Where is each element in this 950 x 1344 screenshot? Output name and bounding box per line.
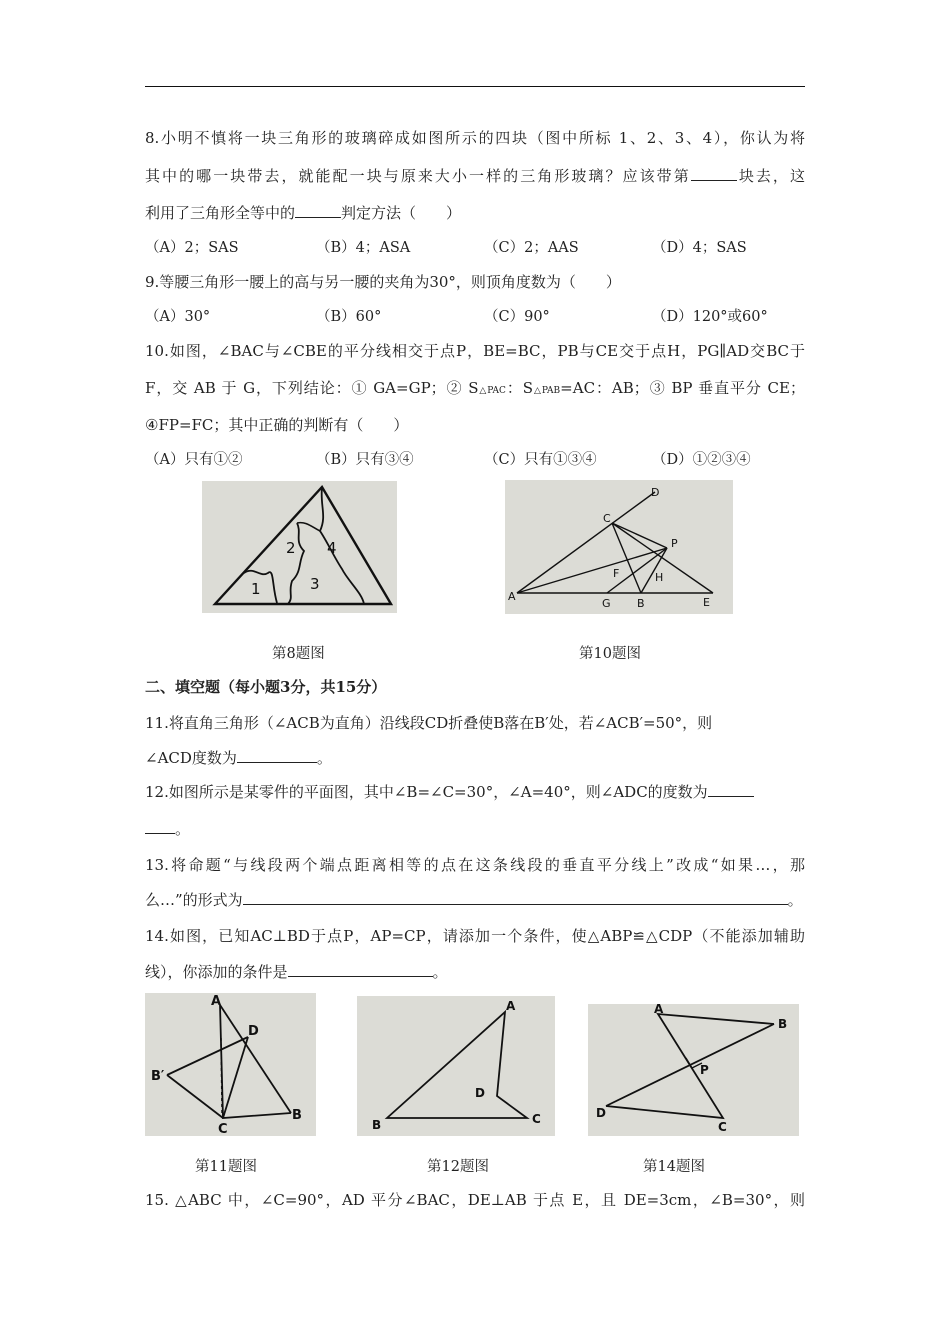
q10-line1: 10.如图，∠BAC与∠CBE的平分线相交于点P，BE=BC，PB与CE交于点H，PG∥AD交BC于 xyxy=(145,342,805,360)
fig8-crack-2 xyxy=(288,523,304,604)
figure-12-part xyxy=(357,996,555,1136)
fig10-label-f: F xyxy=(613,567,620,580)
fig11-label-d: D xyxy=(248,1024,259,1039)
fig12-label-c: C xyxy=(532,1112,541,1126)
q13-answer-blank[interactable] xyxy=(243,890,788,905)
figure-11-drawing xyxy=(145,993,316,1136)
q12-line1: 12.如图所示是某零件的平面图，其中∠B=∠C=30°，∠A=40°，则∠ADC的度数为 xyxy=(145,782,754,802)
q12-line2: 。 xyxy=(145,819,190,839)
q9-option-a[interactable]: （A）30° xyxy=(145,309,211,325)
fig10-label-a: A xyxy=(508,590,516,603)
fig10-label-e: E xyxy=(703,596,710,609)
fig11-line-ab xyxy=(220,1005,291,1113)
q13-line1: 13.将命题“与线段两个端点距离相等的点在这条线段的垂直平分线上”改成“如果…，那 xyxy=(145,856,805,874)
fig14-label-p: P xyxy=(700,1063,709,1077)
figure-10-drawing xyxy=(505,480,733,614)
q8-option-b[interactable]: （B）4；ASA xyxy=(316,240,411,256)
fig8-outer-triangle xyxy=(215,487,391,604)
figure-14-caption: 第14题图 xyxy=(643,1159,705,1175)
fig11-label-c: C xyxy=(218,1122,228,1136)
q11-line2: ∠ACD度数为 。 xyxy=(145,749,332,767)
figure-8-caption: 第8题图 xyxy=(272,646,325,662)
fig10-label-g: G xyxy=(602,597,611,610)
q8-option-c[interactable]: （C）2；AAS xyxy=(484,240,579,256)
q9-option-d[interactable]: （D）120°或60° xyxy=(652,309,768,325)
q10-option-c[interactable]: （C）只有①③④ xyxy=(484,452,597,468)
q14-line2: 线），你添加的条件是 。 xyxy=(145,963,448,981)
fig14-label-b: B xyxy=(778,1017,788,1031)
q8-blank-piece[interactable] xyxy=(691,166,737,181)
fig10-label-d: D xyxy=(651,486,660,499)
q10-option-d[interactable]: （D）①②③④ xyxy=(652,452,751,468)
figure-12-drawing xyxy=(357,996,555,1136)
fig14-label-a: A xyxy=(654,1004,664,1016)
fig8-label-1: 1 xyxy=(251,580,261,598)
figure-14-congruent xyxy=(588,1004,799,1136)
figure-11-fold xyxy=(145,993,316,1136)
fig11-line-cd xyxy=(223,1037,248,1118)
q15-line1: 15. △ABC 中，∠C=90°，AD 平分∠BAC，DE⊥AB 于点 E，且 DE=3cm，∠B=30°，则 xyxy=(145,1191,805,1209)
q14-line1: 14.如图，已知AC⊥BD于点P，AP=CP，请添加一个条件，使△ABP≌△CDP（不能添加辅助 xyxy=(145,927,805,945)
figure-12-caption: 第12题图 xyxy=(427,1159,489,1175)
q8-line3: 利用了三角形全等中的 判定方法（ ） xyxy=(145,204,462,222)
q9-option-b[interactable]: （B）60° xyxy=(316,309,382,325)
q9-option-c[interactable]: （C）90° xyxy=(484,309,550,325)
q8-line2: 其中的哪一块带去，就能配一块与原来大小一样的三角形玻璃？应该带第 块去，这 xyxy=(145,167,805,185)
fig8-label-2: 2 xyxy=(286,539,296,557)
fig8-label-3: 3 xyxy=(310,575,320,593)
q10-option-a[interactable]: （A）只有①② xyxy=(145,452,243,468)
fig10-label-b: B xyxy=(637,597,645,610)
fig11-line-b-prime-c xyxy=(167,1075,223,1118)
fig10-label-p: P xyxy=(671,537,678,550)
figure-14-drawing xyxy=(588,1004,799,1136)
fig12-label-b: B xyxy=(372,1118,382,1132)
fig12-label-d: D xyxy=(475,1086,485,1100)
figure-10-caption: 第10题图 xyxy=(579,646,641,662)
figure-10-bisectors xyxy=(505,480,733,614)
q12-answer-blank-continued[interactable] xyxy=(145,819,175,834)
q10-option-b[interactable]: （B）只有③④ xyxy=(316,452,414,468)
fig8-label-4: 4 xyxy=(327,539,337,557)
q8-line1: 8.小明不慎将一块三角形的玻璃碎成如图所示的四块（图中所标 1、2、3、4），你认为将 xyxy=(145,129,805,147)
figure-8-drawing xyxy=(202,481,397,613)
fig14-label-d: D xyxy=(596,1106,606,1120)
q11-answer-blank[interactable] xyxy=(237,748,317,763)
q11-line1: 11.将直角三角形（∠ACB为直角）沿线段CD折叠使B落在B′处，若∠ACB′=50°，则 xyxy=(145,714,713,732)
section-2-heading: 二、填空题（每小题3分，共15分） xyxy=(145,678,387,696)
q10-line3: ④FP=FC；其中正确的判断有（ ） xyxy=(145,416,409,434)
fig12-label-a: A xyxy=(506,999,516,1013)
q9-line1: 9.等腰三角形一腰上的高与另一腰的夹角为30°，则顶角度数为（ ） xyxy=(145,273,621,291)
fig8-crack-4 xyxy=(297,523,320,531)
figure-8-glass-triangle xyxy=(202,481,397,613)
q8-option-a[interactable]: （A）2；SAS xyxy=(145,240,239,256)
q8-blank-method[interactable] xyxy=(295,203,341,218)
fig11-label-b-prime: B′ xyxy=(151,1069,165,1084)
fig12-polygon xyxy=(387,1012,527,1118)
header-rule xyxy=(145,86,805,87)
figure-11-caption: 第11题图 xyxy=(195,1159,257,1175)
q10-line2: F，交 AB 于 G，下列结论：① GA=GP；② S△PAC：S△PAB=AC：AB；③ BP 垂直平分 CE； xyxy=(145,379,805,397)
fig11-label-b: B xyxy=(292,1108,302,1123)
fig10-label-h: H xyxy=(655,571,664,584)
fig10-label-c: C xyxy=(603,512,611,525)
q14-answer-blank[interactable] xyxy=(288,962,433,977)
q13-line2: 么…”的形式为 。 xyxy=(145,891,803,909)
fig11-label-a: A xyxy=(211,994,222,1009)
q8-option-d[interactable]: （D）4；SAS xyxy=(652,240,747,256)
fig11-line-b-prime-d xyxy=(167,1037,248,1075)
q12-answer-blank[interactable] xyxy=(708,782,754,797)
fig14-label-c: C xyxy=(718,1120,727,1134)
